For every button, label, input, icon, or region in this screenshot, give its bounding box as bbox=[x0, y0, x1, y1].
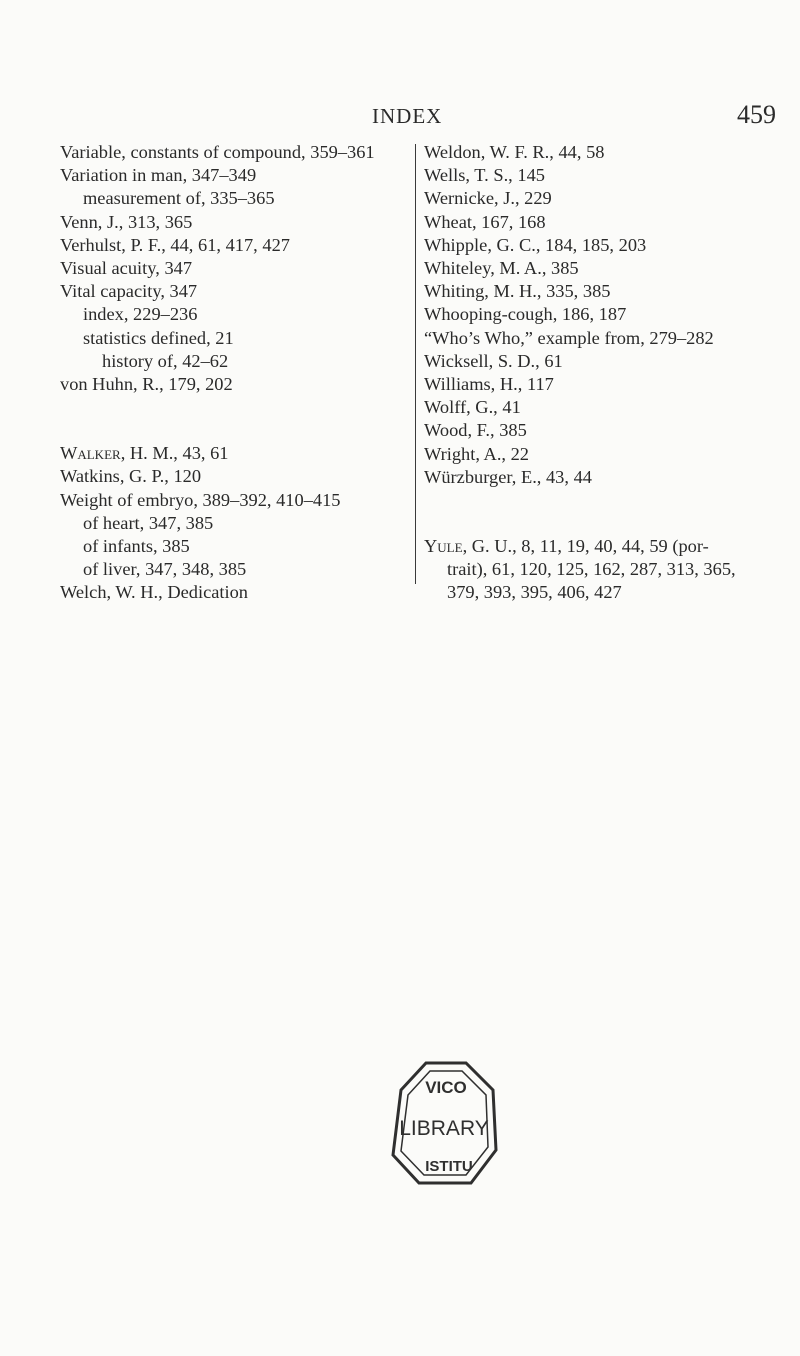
index-entry: Wood, F., 385 bbox=[424, 420, 527, 441]
index-subentry: of liver, 347, 348, 385 bbox=[83, 559, 247, 580]
stamp-label: LIBRARY bbox=[399, 1117, 489, 1140]
index-entry: Visual acuity, 347 bbox=[60, 258, 193, 279]
index-entry: Whooping-cough, 186, 187 bbox=[424, 304, 627, 325]
running-head: INDEX bbox=[372, 104, 443, 128]
index-subsubentry: history of, 42–62 bbox=[102, 350, 229, 371]
stamp-ring-text-top: VICO bbox=[425, 1078, 467, 1097]
index-column-left bbox=[60, 141, 420, 605]
section-gap bbox=[60, 396, 420, 442]
library-stamp bbox=[371, 1055, 521, 1195]
index-entry: Williams, H., 117 bbox=[424, 374, 554, 395]
index-entry: Verhulst, P. F., 44, 61, 417, 427 bbox=[60, 234, 290, 255]
section-lead-word: Yule bbox=[424, 536, 463, 557]
index-entry: Venn, J., 313, 365 bbox=[60, 211, 193, 232]
index-entry: Variable, constants of compound, 359–361 bbox=[60, 142, 375, 162]
index-entry: Whiting, M. H., 335, 385 bbox=[424, 281, 611, 302]
entry-rest: , H. M., 43, 61 bbox=[120, 443, 229, 464]
page-header bbox=[0, 100, 800, 140]
index-subentry: statistics defined, 21 bbox=[83, 327, 234, 348]
index-entry: “Who’s Who,” example from, 279–282 bbox=[424, 327, 714, 348]
index-entry: Variation in man, 347–349 bbox=[60, 165, 257, 186]
index-entry-yule bbox=[424, 535, 764, 558]
index-entry: Wright, A., 22 bbox=[424, 443, 529, 464]
page-number: 459 bbox=[737, 100, 776, 129]
index-subentry: of heart, 347, 385 bbox=[83, 512, 214, 533]
index-entry: Wernicke, J., 229 bbox=[424, 188, 552, 209]
index-entry: Wicksell, S. D., 61 bbox=[424, 350, 563, 371]
library-stamp-graphic bbox=[371, 1055, 521, 1195]
index-entry: Whipple, G. C., 184, 185, 203 bbox=[424, 234, 647, 255]
section-gap bbox=[424, 489, 764, 535]
index-entry: Wheat, 167, 168 bbox=[424, 211, 546, 232]
index-entry: Weldon, W. F. R., 44, 58 bbox=[424, 142, 605, 162]
index-entry: Whiteley, M. A., 385 bbox=[424, 258, 579, 279]
index-entry bbox=[60, 442, 420, 465]
index-entry: Wells, T. S., 145 bbox=[424, 165, 545, 186]
stamp-ring-text-bottom: ISTITU bbox=[425, 1158, 473, 1175]
index-entry: Welch, W. H., Dedication bbox=[60, 582, 248, 603]
index-entry-continuation: trait), 61, 120, 125, 162, 287, 313, 365, bbox=[447, 559, 736, 580]
column-divider bbox=[415, 144, 416, 584]
index-subentry: of infants, 385 bbox=[83, 536, 190, 557]
index-entry: Watkins, G. P., 120 bbox=[60, 466, 202, 487]
index-subentry: index, 229–236 bbox=[83, 304, 198, 325]
index-column-right bbox=[424, 141, 764, 605]
index-entry: Weight of embryo, 389–392, 410–415 bbox=[60, 489, 341, 510]
entry-rest: , G. U., 8, 11, 19, 40, 44, 59 (por- bbox=[462, 536, 709, 557]
index-entry-continuation: 379, 393, 395, 406, 427 bbox=[447, 582, 622, 603]
index-entry: Wolff, G., 41 bbox=[424, 397, 521, 418]
section-lead-word: Walker bbox=[60, 443, 121, 464]
index-subentry: measurement of, 335–365 bbox=[83, 188, 275, 209]
index-entry: Würzburger, E., 43, 44 bbox=[424, 466, 592, 487]
index-entry: von Huhn, R., 179, 202 bbox=[60, 374, 233, 395]
index-entry: Vital capacity, 347 bbox=[60, 281, 198, 302]
